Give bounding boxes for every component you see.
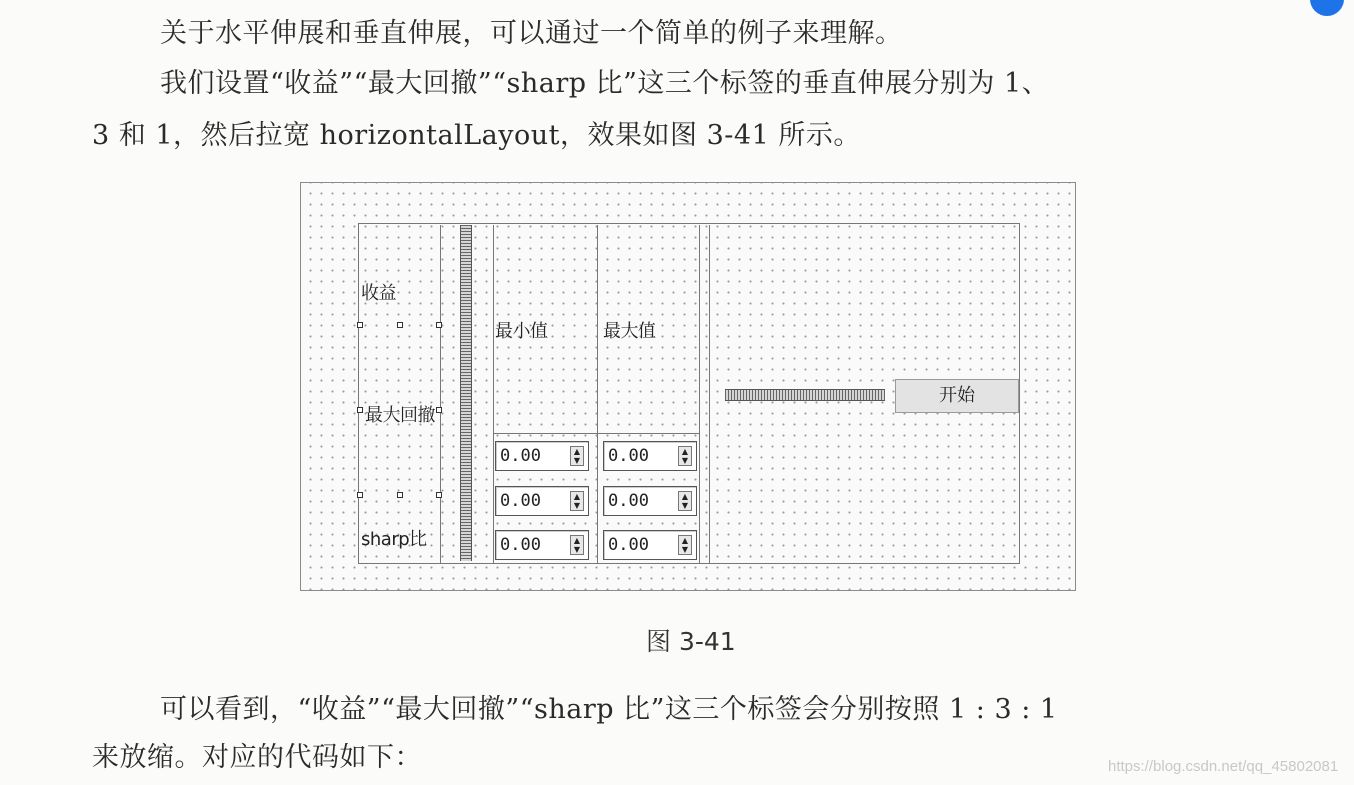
label-max-value: 最大值 [603,321,656,342]
label-sharp: sharp比 [361,529,427,550]
label-column-divider [440,225,441,563]
grid-right-border [699,225,700,563]
min-spinbox-1[interactable] [495,441,589,471]
resize-handle[interactable] [357,407,363,413]
spin-arrows-icon[interactable]: ▲ ▼ [570,446,584,466]
spin-arrows-icon[interactable]: ▲ ▼ [570,491,584,511]
resize-handle[interactable] [397,322,403,328]
spinbox-value: 0.00 [500,491,541,511]
spinbox-value: 0.00 [608,446,649,466]
right-layout-border [709,225,710,563]
paragraph-2-line-1: 我们设置“收益”“最大回撤”“sharp 比”这三个标签的垂直伸展分别为 1、 [160,68,1050,99]
resize-handle[interactable] [357,492,363,498]
figure-caption: 图 3-41 [646,627,736,656]
start-button[interactable]: 开始 [895,379,1019,413]
label-income: 收益 [361,283,396,304]
spinbox-value: 0.00 [500,535,541,555]
designer-figure [300,182,1076,591]
grid-row-divider [493,433,699,434]
spin-arrows-icon[interactable]: ▲ ▼ [678,491,692,511]
min-spinbox-3[interactable] [495,530,589,560]
paragraph-3-line-2: 来放缩。对应的代码如下： [92,742,422,773]
grid-left-border [493,225,494,563]
spinbox-value: 0.00 [608,491,649,511]
spin-arrows-icon[interactable]: ▲ ▼ [678,446,692,466]
max-spinbox-3[interactable] [603,530,697,560]
paragraph-1: 关于水平伸展和垂直伸展，可以通过一个简单的例子来理解。 [160,18,903,49]
label-min-value: 最小值 [495,321,548,342]
max-spinbox-2[interactable] [603,486,697,516]
paragraph-3-line-1: 可以看到，“收益”“最大回撤”“sharp 比”这三个标签会分别按照 1 : 3 : 1 [160,694,1058,725]
max-spinbox-1[interactable] [603,441,697,471]
resize-handle[interactable] [436,322,442,328]
resize-handle[interactable] [436,492,442,498]
label-max-drawdown: 最大回撤 [365,405,435,426]
resize-handle[interactable] [436,407,442,413]
watermark: https://blog.csdn.net/qq_45802081 [1108,758,1339,775]
spin-arrows-icon[interactable]: ▲ ▼ [678,535,692,555]
corner-badge [1310,0,1344,16]
spinbox-value: 0.00 [608,535,649,555]
resize-handle[interactable] [357,322,363,328]
vertical-spacer[interactable] [460,225,472,561]
grid-middle-border [597,225,598,563]
spinbox-value: 0.00 [500,446,541,466]
spin-arrows-icon[interactable]: ▲ ▼ [570,535,584,555]
min-spinbox-2[interactable] [495,486,589,516]
resize-handle[interactable] [397,492,403,498]
horizontal-spacer[interactable] [725,389,885,401]
paragraph-2-line-2: 3 和 1，然后拉宽 horizontalLayout，效果如图 3-41 所示。 [92,120,861,151]
